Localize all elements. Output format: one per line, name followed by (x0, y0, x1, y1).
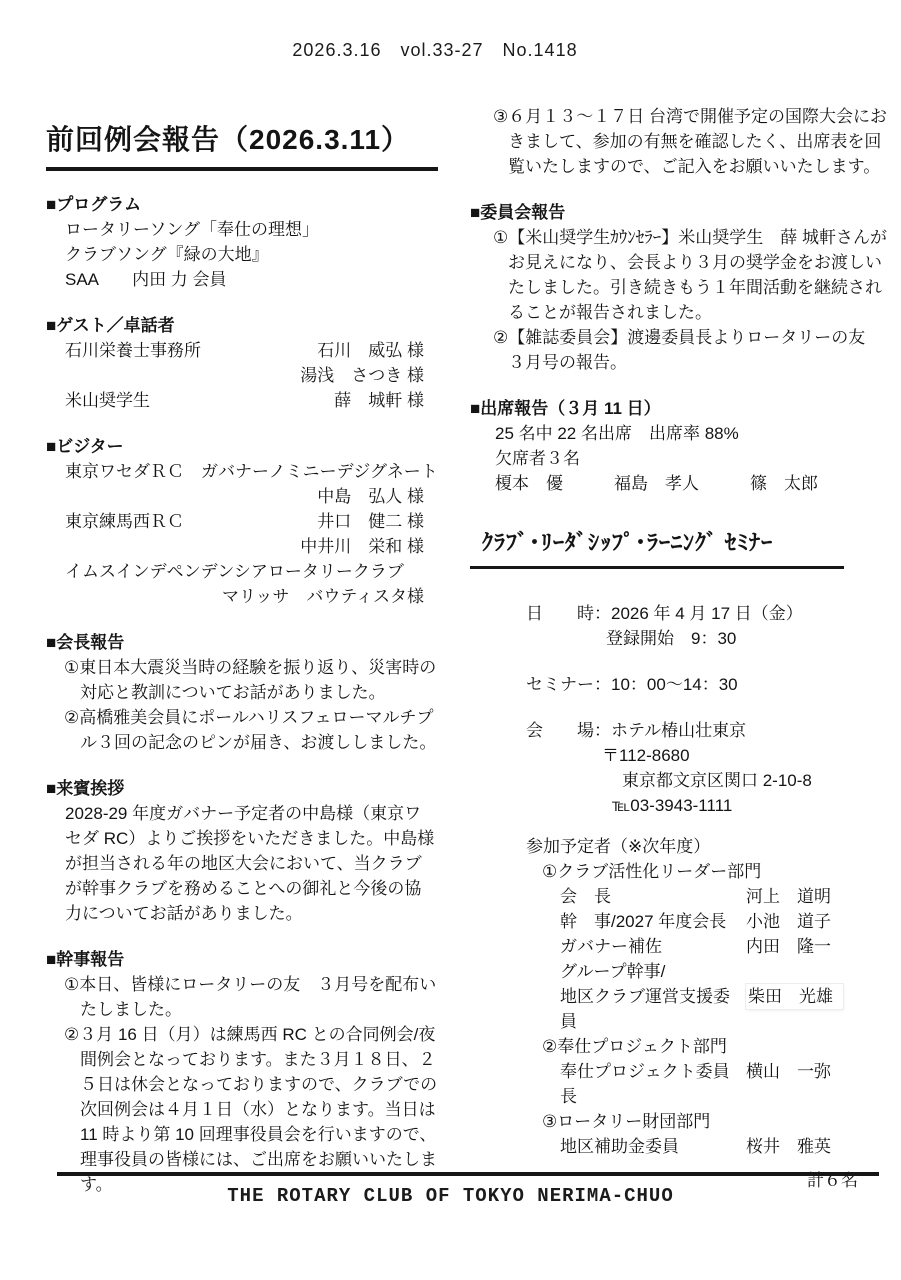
participant-role: 地区補助金委員 (560, 1137, 679, 1156)
participant-row (470, 1134, 888, 1159)
participants-total: 計６名 (807, 1171, 858, 1190)
participant-name: 柴田 光雄 (746, 984, 843, 1009)
guests-section (46, 313, 438, 413)
visitor-row (46, 534, 438, 559)
participant-role-line1: グループ幹事/ (560, 962, 666, 981)
participant-name: 河上 道明 (746, 887, 831, 906)
participant-name: 横山 一弥 (746, 1062, 831, 1081)
guest-org: 石川栄養士事務所 (65, 341, 201, 360)
footer-club-name: THE ROTARY CLUB OF TOKYO NERIMA-CHUO (227, 1185, 674, 1207)
program-heading: ■プログラム (46, 195, 142, 214)
participant-name: 小池 道子 (746, 912, 831, 931)
report-title: 前回例会報告（2026.3.11） (46, 118, 438, 171)
secretary-report-item: ①本日、皆様にロータリーの友 ３月号を配布いたしました。 (64, 975, 437, 1019)
visitor-org: イムスインデペンデンシアロータリークラブ (65, 562, 404, 581)
guest-name: 薛 城軒 様 (334, 391, 424, 410)
seminar-details (470, 601, 888, 1193)
seminar-venue: 会 場：ホテル椿山壮東京 (526, 721, 747, 740)
attendance-absentees: 榎本 優 福島 孝人 篠 太郎 (495, 474, 818, 493)
guest-greeting-section (46, 776, 438, 926)
participant-row (470, 884, 888, 909)
participant-name: 桜井 雅英 (746, 1137, 831, 1156)
left-column (46, 118, 438, 1197)
attendance-section (470, 396, 888, 496)
program-section (46, 192, 438, 292)
participant-role-line2: 地区クラブ運営支援委員 (560, 987, 730, 1031)
attendance-heading: ■出席報告（３月 11 日） (470, 399, 661, 418)
president-report-heading: ■会長報告 (46, 633, 125, 652)
president-report-item: ①東日本大震災当時の経験を振り返り、災害時の対応と教訓についてお話がありました。 (64, 658, 437, 702)
visitor-name: 中島 弘人 様 (317, 487, 424, 506)
visitor-name: 中井川 栄和 様 (300, 537, 424, 556)
guest-name: 湯浅 さつき 様 (300, 366, 424, 385)
committee-report-item: ②【雑誌委員会】渡邊委員長よりロータリーの友 ３月号の報告。 (493, 328, 883, 372)
seminar-address: 東京都文京区関口 2-10-8 (622, 771, 812, 790)
footer-rule (57, 1172, 879, 1176)
visitor-row (46, 459, 438, 484)
visitors-section (46, 434, 438, 609)
participant-row (470, 959, 888, 1034)
guest-greeting-body: 2028-29 年度ガバナー予定者の中島様（東京ワセダ RC）よりご挨拶をいただきました。中島様が担当される年の地区大会において、当クラブが幹事クラブを務めることへの御礼と今後の協力についてお話がありました。 (65, 804, 435, 923)
visitor-name: マリッサ バウティスタ様 (222, 587, 424, 606)
guest-row (46, 363, 438, 388)
participant-group-heading: ②奉仕プロジェクト部門 (542, 1037, 727, 1056)
secretary-report-heading: ■幹事報告 (46, 950, 125, 969)
committee-report-section (470, 200, 888, 375)
program-item: ロータリーソング「奉仕の理想」 (65, 220, 319, 239)
participant-role: 幹 事/2027 年度会長 (560, 912, 727, 931)
participant-group-heading: ③ロータリー財団部門 (542, 1112, 711, 1131)
committee-report-heading: ■委員会報告 (470, 203, 566, 222)
participant-role (560, 959, 746, 1034)
visitor-row (46, 584, 438, 609)
participant-role: 奉仕プロジェクト委員長 (560, 1062, 730, 1106)
participant-role: ガバナー補佐 (560, 937, 662, 956)
guest-greeting-heading: ■来賓挨拶 (46, 779, 125, 798)
visitor-name: 井口 健二 様 (317, 512, 424, 531)
guest-org: 米山奨学生 (65, 391, 150, 410)
attendance-absent-count: 欠席者３名 (495, 449, 580, 468)
guest-name: 石川 威弘 様 (317, 341, 424, 360)
seminar-tel: ℡03-3943-1111 (612, 796, 733, 815)
participant-role: 会 長 (560, 887, 611, 906)
guest-row (46, 388, 438, 413)
visitor-row (46, 509, 438, 534)
seminar-datetime: 日 時：2026 年 4 月 17 日（金） (526, 604, 803, 623)
participant-row (470, 909, 888, 934)
issue-header: 2026.3.16 vol.33-27 No.1418 (292, 40, 578, 60)
attendance-summary: 25 名中 22 名出席 出席率 88% (495, 424, 739, 443)
seminar-time: セミナー：10：00～14：30 (526, 675, 738, 694)
president-report-item: ②高橋雅美会員にポールハリスフェローマルチプル３回の記念のピンが届き、お渡ししました。 (64, 708, 437, 752)
visitor-org: 東京練馬西ＲＣ (65, 512, 184, 531)
participants-heading: 参加予定者（※次年度） (526, 837, 711, 856)
visitor-row (46, 484, 438, 509)
guest-row (46, 338, 438, 363)
secretary-report-item: ②３月 16 日（月）は練馬西 RC との合同例会/夜間例会となっております。また３月１８日、２５日は休会となっておりますので、クラブでの次回例会は４月１日（水）となります。当日は 11 時より第 10 回理事役員会を行いますので、理事役員の皆様には、ご出席をお願いいたします。 (64, 1025, 438, 1194)
participant-name: 内田 隆一 (746, 937, 831, 956)
president-report-section (46, 630, 438, 755)
program-item: クラブソング『緑の大地』 (65, 245, 269, 264)
secretary-report-item-3: ③６月１３～１７日 台湾で開催予定の国際大会におきまして、参加の有無を確認したく、出席表を回覧いたしますので、ご記入をお願いいたします。 (493, 107, 887, 176)
participant-group-heading: ①クラブ活性化リーダー部門 (542, 862, 762, 881)
visitor-row (46, 559, 438, 584)
guests-heading: ■ゲスト／卓話者 (46, 316, 175, 335)
program-item: SAA 内田 力 会員 (65, 270, 227, 289)
right-column (470, 104, 888, 1193)
visitors-heading: ■ビジター (46, 437, 124, 456)
visitor-org: 東京ワセダＲＣ ガバナーノミニーデジグネート (65, 462, 438, 481)
participant-row (470, 1059, 888, 1109)
committee-report-item: ①【米山奨学生ｶｳﾝｾﾗｰ】米山奨学生 薛 城軒さんがお見えになり、会長より３月の奨学金をお渡しいたしました。引き続きもう１年間活動を継続されることが報告されました。 (493, 228, 887, 322)
seminar-postal-code: 〒112-8680 (602, 746, 690, 765)
secretary-report-section (46, 947, 438, 1197)
seminar-title: ｸﾗﾌﾞ･ﾘｰﾀﾞｼｯﾌﾟ･ﾗｰﾆﾝｸﾞ ｾﾐﾅｰ (470, 526, 844, 569)
participant-row (470, 934, 888, 959)
seminar-registration: 登録開始 9：30 (606, 629, 737, 648)
